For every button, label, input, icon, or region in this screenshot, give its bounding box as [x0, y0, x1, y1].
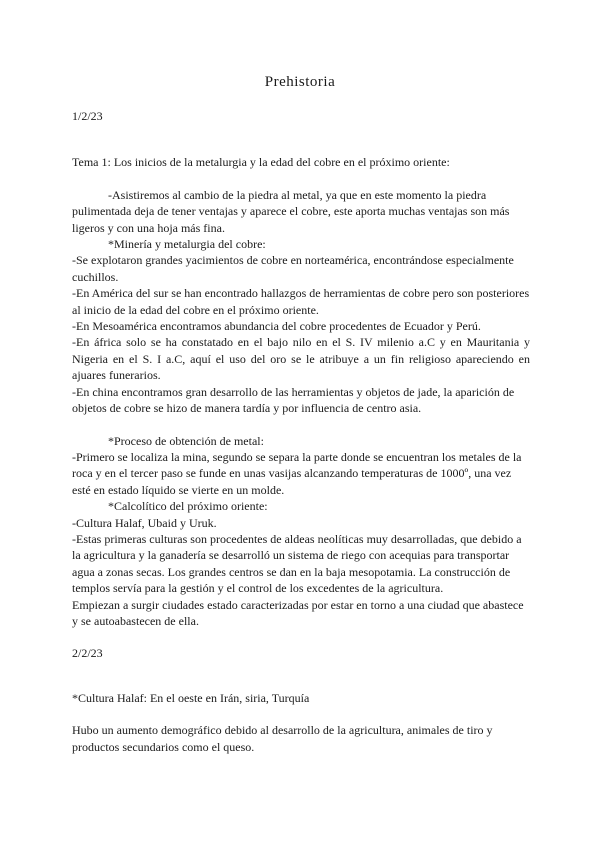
mineria-item: -Se explotaron grandes yacimientos de cobre en norteamérica, encontrándose especialmente cuchillos.: [72, 253, 514, 284]
document-body: [72, 108, 530, 755]
spacer: [72, 706, 530, 722]
calcolitico-item: -Cultura Halaf, Ubaid y Uruk.: [72, 515, 217, 530]
demografia-paragraph: Hubo un aumento demográfico debido al desarrollo de la agricultura, animales de tiro y productos secundarios como el queso.: [72, 723, 493, 754]
mineria-item: -En Mesoamérica encontramos abundancia del cobre procedentes de Ecuador y Perú.: [72, 319, 481, 334]
calcolitico-heading: *Calcolítico del próximo oriente:: [108, 499, 268, 514]
spacer: [72, 171, 530, 187]
mineria-heading: *Minería y metalurgia del cobre:: [108, 237, 266, 252]
calcolitico-item: Empiezan a surgir ciudades estado caracterizadas por estar en torno a una ciudad que abastece y se autoabastecen de ella.: [72, 597, 524, 628]
spacer: [72, 417, 530, 433]
topic-heading: Tema 1: Los inicios de la metalurgia y la edad del cobre en el próximo oriente:: [72, 155, 450, 170]
page-title: Prehistoria: [264, 74, 336, 90]
spacer: [72, 138, 530, 154]
spacer: [72, 662, 530, 690]
calcolitico-item: -Estas primeras culturas son procedentes de aldeas neolíticas muy desarrolladas, que debido a la agricultura y la ganadería se desarrolló un sistema de riego con acequias para transportar agua a zonas secas. Los grandes centros se dan en la baja mesopotamia. La construcción de templos servía para la gestión y el control de los excedentes de la agricultura.: [72, 531, 522, 596]
date-1: 1/2/23: [72, 109, 103, 123]
mineria-item: -En áfrica solo se ha constatado en el bajo nilo en el S. IV milenio a.C y en Mauritania y Nigeria en el S. I a.C, aquí el uso del oro se le atribuye a un fin religioso apareciendo en ajuares funerarios.: [72, 335, 530, 383]
intro-paragraph: -Asistiremos al cambio de la piedra al metal, ya que en este momento la piedra pulimentada deja de tener ventajas y aparece el cobre, este aporta muchas ventajas son más ligeros y con una hoja más fina.: [72, 187, 510, 235]
mineria-item: -En china encontramos gran desarrollo de las herramientas y objetos de jade, la aparición de objetos de cobre se hizo de manera tardía y por influencia de centro asia.: [72, 384, 515, 416]
proceso-text: -Primero se localiza la mina, segundo se separa la parte donde se encuentran los metales de la roca y en el tercer paso se funde en unas vasijas alcanzando temperaturas de 1000º, una vez esté en estado líquido se vierte en un molde.: [72, 449, 522, 497]
halaf-heading: *Cultura Halaf: En el oeste en Irán, siria, Turquía: [72, 690, 310, 705]
mineria-item: -En América del sur se han encontrado hallazgos de herramientas de cobre pero son posteriores al inicio de la edad del cobre en el próximo oriente.: [72, 286, 530, 317]
spacer: [72, 629, 530, 645]
proceso-heading: *Proceso de obtención de metal:: [108, 433, 264, 448]
date-2: 2/2/23: [72, 646, 103, 661]
